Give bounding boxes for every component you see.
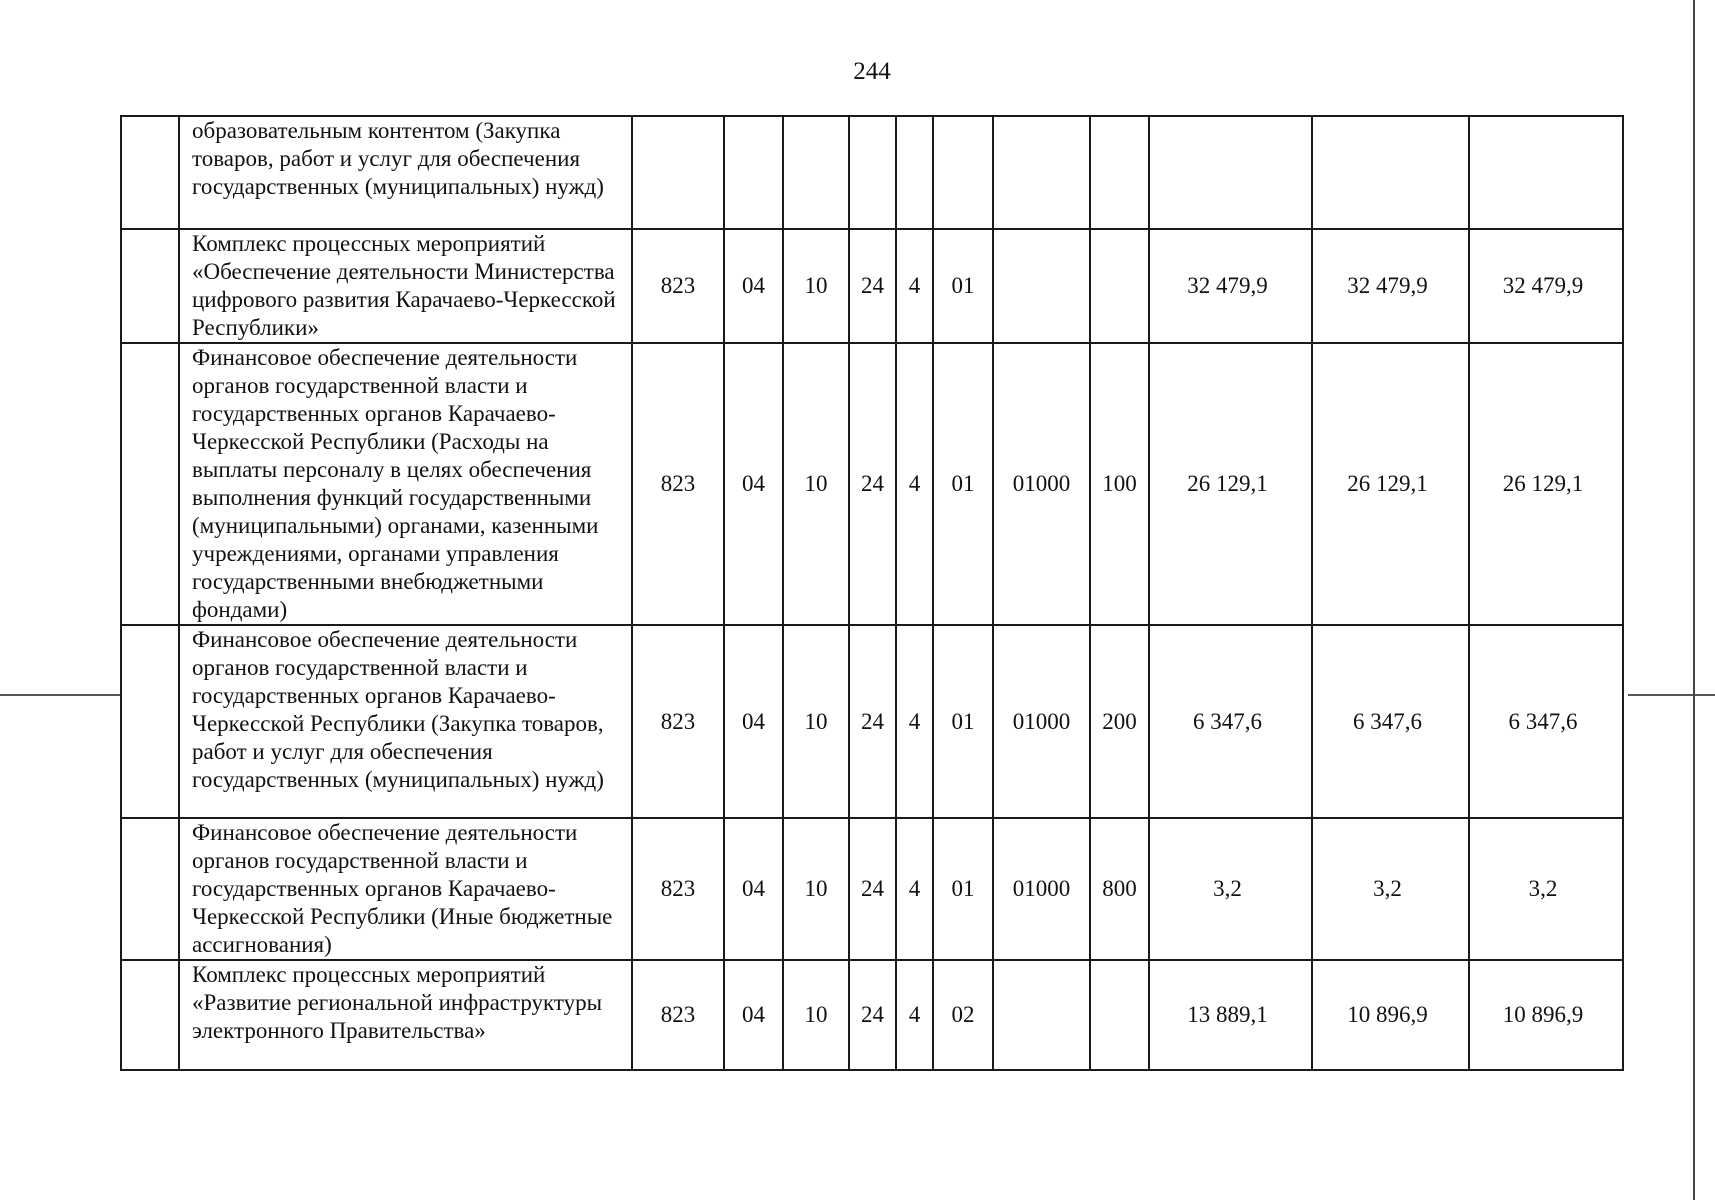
program-code-cell: 24 <box>849 960 896 1070</box>
expense-type-cell <box>1090 960 1149 1070</box>
direction-code-cell <box>993 960 1090 1070</box>
type-code-cell: 4 <box>896 818 933 960</box>
amount-year3-cell <box>1469 116 1623 229</box>
expense-type-cell <box>1090 229 1149 343</box>
amount-year3-cell: 26 129,1 <box>1469 343 1623 625</box>
program-code-cell: 24 <box>849 343 896 625</box>
description-cell: Финансовое обеспечение деятельности органов государственной власти и государственных органов Карачаево-Черкесской Республики (Иные бюджетные ассигнования) <box>179 818 632 960</box>
program-code-cell: 24 <box>849 625 896 818</box>
direction-code-cell <box>993 229 1090 343</box>
direction-code-cell: 01000 <box>993 818 1090 960</box>
table-row <box>121 818 1623 960</box>
activity-code-cell: 01 <box>933 818 993 960</box>
type-code-cell: 4 <box>896 229 933 343</box>
amount-year3-cell: 3,2 <box>1469 818 1623 960</box>
description-cell: Комплекс процессных мероприятий «Обеспечение деятельности Министерства цифрового развития Карачаево-Черкесской Республики» <box>179 229 632 343</box>
amount-year1-cell: 32 479,9 <box>1149 229 1312 343</box>
amount-year3-cell: 32 479,9 <box>1469 229 1623 343</box>
row-number-cell <box>121 818 179 960</box>
section-code-cell <box>724 116 783 229</box>
scan-artifact-vertical-line <box>1693 0 1695 1200</box>
activity-code-cell: 02 <box>933 960 993 1070</box>
activity-code-cell: 01 <box>933 625 993 818</box>
ministry-code-cell: 823 <box>632 960 724 1070</box>
subsection-code-cell: 10 <box>783 818 849 960</box>
activity-code-cell: 01 <box>933 343 993 625</box>
subsection-code-cell: 10 <box>783 229 849 343</box>
description-cell: Финансовое обеспечение деятельности органов государственной власти и государственных органов Карачаево-Черкесской Республики (Закупка товаров, работ и услуг для обеспечения государственных (муниципальных) нужд) <box>179 625 632 818</box>
amount-year2-cell: 6 347,6 <box>1312 625 1469 818</box>
ministry-code-cell: 823 <box>632 343 724 625</box>
direction-code-cell: 01000 <box>993 343 1090 625</box>
page-number: 244 <box>853 58 891 85</box>
description-cell: образовательным контентом (Закупка товаров, работ и услуг для обеспечения государственных (муниципальных) нужд) <box>179 116 632 229</box>
amount-year3-cell: 6 347,6 <box>1469 625 1623 818</box>
type-code-cell: 4 <box>896 625 933 818</box>
type-code-cell <box>896 116 933 229</box>
scan-artifact-line-left <box>0 694 120 696</box>
activity-code-cell: 01 <box>933 229 993 343</box>
type-code-cell: 4 <box>896 960 933 1070</box>
amount-year2-cell <box>1312 116 1469 229</box>
amount-year2-cell: 10 896,9 <box>1312 960 1469 1070</box>
row-number-cell <box>121 960 179 1070</box>
amount-year1-cell: 3,2 <box>1149 818 1312 960</box>
amount-year1-cell <box>1149 116 1312 229</box>
row-number-cell <box>121 116 179 229</box>
ministry-code-cell: 823 <box>632 625 724 818</box>
description-cell: Комплекс процессных мероприятий «Развитие региональной инфраструктуры электронного Правительства» <box>179 960 632 1070</box>
expense-type-cell <box>1090 116 1149 229</box>
table-row <box>121 229 1623 343</box>
type-code-cell: 4 <box>896 343 933 625</box>
ministry-code-cell <box>632 116 724 229</box>
expense-type-cell: 200 <box>1090 625 1149 818</box>
amount-year3-cell: 10 896,9 <box>1469 960 1623 1070</box>
direction-code-cell: 01000 <box>993 625 1090 818</box>
section-code-cell: 04 <box>724 960 783 1070</box>
row-number-cell <box>121 343 179 625</box>
section-code-cell: 04 <box>724 229 783 343</box>
table-row <box>121 116 1623 229</box>
program-code-cell: 24 <box>849 818 896 960</box>
amount-year1-cell: 13 889,1 <box>1149 960 1312 1070</box>
activity-code-cell <box>933 116 993 229</box>
description-cell: Финансовое обеспечение деятельности органов государственной власти и государственных органов Карачаево-Черкесской Республики (Расходы на выплаты персоналу в целях обеспечения выполнения функций государственными (муниципальными) органами, казенными учреждениями, органами управления государственными внебюджетными фондами) <box>179 343 632 625</box>
subsection-code-cell: 10 <box>783 625 849 818</box>
budget-table <box>120 115 1624 1071</box>
section-code-cell: 04 <box>724 818 783 960</box>
amount-year2-cell: 26 129,1 <box>1312 343 1469 625</box>
amount-year1-cell: 26 129,1 <box>1149 343 1312 625</box>
program-code-cell: 24 <box>849 229 896 343</box>
direction-code-cell <box>993 116 1090 229</box>
table-row <box>121 343 1623 625</box>
ministry-code-cell: 823 <box>632 818 724 960</box>
table-row <box>121 960 1623 1070</box>
expense-type-cell: 800 <box>1090 818 1149 960</box>
subsection-code-cell: 10 <box>783 960 849 1070</box>
amount-year2-cell: 32 479,9 <box>1312 229 1469 343</box>
subsection-code-cell <box>783 116 849 229</box>
ministry-code-cell: 823 <box>632 229 724 343</box>
section-code-cell: 04 <box>724 625 783 818</box>
subsection-code-cell: 10 <box>783 343 849 625</box>
table-row <box>121 625 1623 818</box>
amount-year2-cell: 3,2 <box>1312 818 1469 960</box>
amount-year1-cell: 6 347,6 <box>1149 625 1312 818</box>
section-code-cell: 04 <box>724 343 783 625</box>
program-code-cell <box>849 116 896 229</box>
expense-type-cell: 100 <box>1090 343 1149 625</box>
row-number-cell <box>121 625 179 818</box>
row-number-cell <box>121 229 179 343</box>
scan-artifact-line-right <box>1628 694 1715 696</box>
